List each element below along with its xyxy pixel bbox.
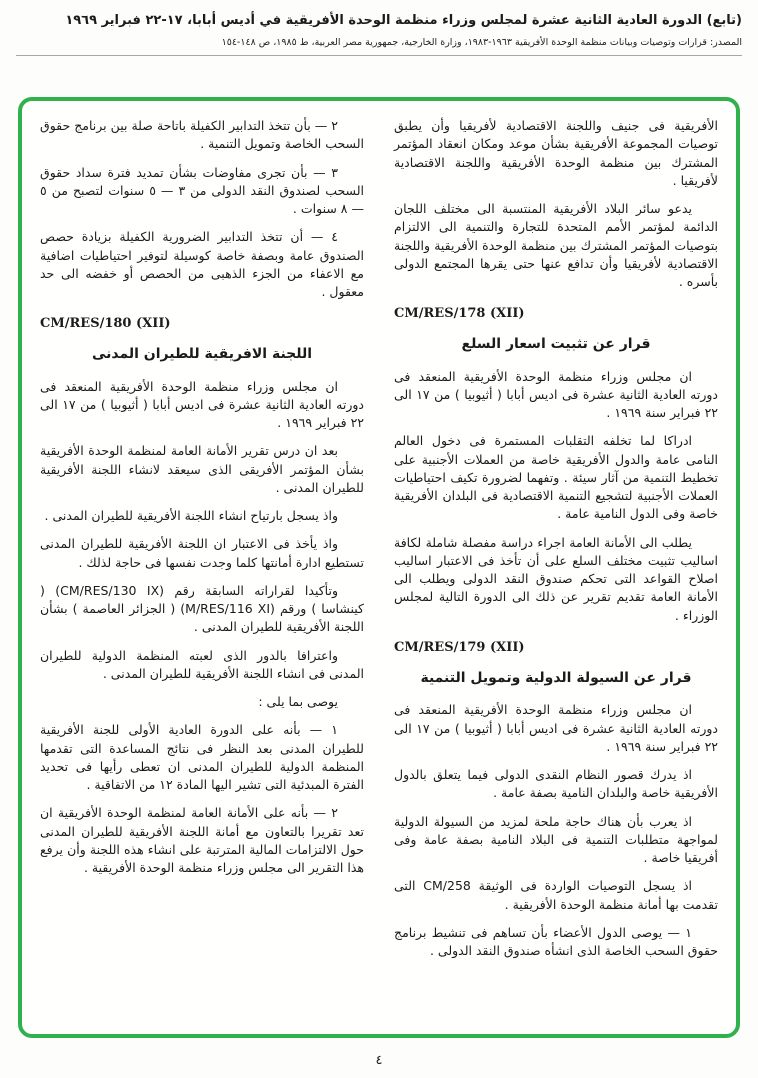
section-heading: قرار عن تثبيت اسعار السلع <box>461 336 651 353</box>
resolution-ref: CM/RES/180 (XII) <box>40 316 171 332</box>
column-left <box>40 117 364 1018</box>
two-column-layout <box>40 117 718 1018</box>
paragraph: واذ يسجل بارتياح انشاء اللجنة الأفريقية للطيران المدنى . <box>44 508 338 524</box>
paragraph: يطلب الى الأمانة العامة اجراء دراسة مفصلة شاملة لكافة اساليب تثبيت مختلف السلع على أن تأخذ فى الاعتبار اساليب اصلاح القواعد التى تحكم صندوق النقد الدولى ويطلب الى الأمانة العامة تقديم تقرير عن ذلك الى الدورة التالية لمجلس الوزراء . <box>394 534 718 623</box>
paragraph: اذ يسجل التوصيات الواردة فى الوثيقة CM/258 التى تقدمت بها أمانة منظمة الوحدة الأفريقية . <box>394 878 718 912</box>
paragraph: ٤ — أن تتخذ التدابير الضرورية الكفيلة بزيادة حصص الصندوق عامة وبصفة خاصة كوسيلة لتوفير احتياطيات اضافية مع الاعفاء من الجزء الذهبى من الحصص أو خفضه الى حد معقول . <box>40 229 364 299</box>
header-source: المصدر: قرارات وتوصيات وبيانات منظمة الوحدة الأفريقية ١٩٦٣-١٩٨٣، وزارة الخارجية، جمهورية مصر العربية، ط ١٩٨٥، ص ١٤٨-١٥٤ <box>16 37 742 56</box>
paragraph: يوصى بما يلى : <box>258 694 338 710</box>
section-heading: اللجنة الافريقية للطيران المدنى <box>91 346 313 363</box>
paragraph: ان مجلس وزراء منظمة الوحدة الأفريقية المنعقد فى دورته العادية الثانية عشرة فى اديس أبابا ( أثيوبيا ) من ١٧ الى ٢٢ فبراير سنة ١٩٦٩ . <box>394 368 718 421</box>
header-title: (تابع) الدورة العادية الثانية عشرة لمجلس وزراء منظمة الوحدة الأفريقية في أديس أبابا، ١٧-٢٢ فبراير ١٩٦٩ <box>65 13 742 28</box>
column-right <box>394 117 718 1018</box>
paragraph: ادراكا لما تخلفه التقلبات المستمرة فى دخول العالم النامى عامة والدول الأفريقية خاصة من العملات الأجنبية على تخطيط التنمية من آثار سيئة . وتفهما لضرورة تكيف احتياطيات العملات الأجنبية لتشجيع التنمية الاقتصادية فى البلدان الأفريقية خاصة وفى الدول النامية عامة . <box>394 433 718 522</box>
paragraph: اذ يعرب بأن هناك حاجة ملحة لمزيد من السيولة الدولية لمواجهة متطلبات التنمية فى البلاد النامية بصفة عامة وفى أفريقيا خاصة . <box>394 813 718 866</box>
resolution-ref: CM/RES/179 (XII) <box>394 639 525 655</box>
paragraph: ٣ — بأن تجرى مفاوضات بشأن تمديد فترة سداد حقوق السحب لصندوق النقد الدولى من ٣ — ٥ سنوات لتصبح من ٥ — ٨ سنوات . <box>40 164 364 216</box>
paragraph: بعد ان درس تقرير الأمانة العامة لمنظمة الوحدة الأفريقية بشأن المؤتمر الأفريقى الذى سيعقد لانشاء اللجنة الأفريقية للطيران المدنى . <box>40 443 364 495</box>
paragraph: ٢ — بأنه على الأمانة العامة لمنظمة الوحدة الأفريقية ان تعد تقريرا بالتعاون مع أمانة اللجنة الأفريقية للطيران المدنى حول الالتزامات المالية المترتبة على انشاء هذه اللجنة وأن يرفع هذا التقرير الى مجلس وزراء منظمة الوحدة الأفريقية . <box>40 805 364 876</box>
resolution-ref: CM/RES/178 (XII) <box>394 306 525 322</box>
paragraph: ان مجلس وزراء منظمة الوحدة الأفريقية المنعقد فى دورته العادية الثانية عشرة فى اديس أبابا ( أثيوبيا ) من ١٧ الى ٢٢ فبراير سنة ١٩٦٩ . <box>394 702 718 754</box>
paragraph: ان مجلس وزراء منظمة الوحدة الأفريقية المنعقد فى دورته العادية الثانية عشرة فى اديس أبابا ( أثيوبيا ) من ١٧ الى ٢٢ فبراير ١٩٦٩ . <box>40 378 364 431</box>
document-header <box>0 0 758 56</box>
paragraph: ٢ — بأن تتخذ التدابير الكفيلة باتاحة صلة بين برنامج حقوق السحب الخاصة وتمويل التنمية . <box>40 118 364 152</box>
paragraph: واذ يأخذ فى الاعتبار ان اللجنة الأفريقية للطيران المدنى تستطيع ادارة أمانتها كلما وجدت نفسها فى حاجة لذلك . <box>40 536 364 570</box>
paragraph: واعترافا بالدور الذى لعبته المنظمة الدولية للطيران المدنى فى انشاء اللجنة الأفريقية للطيران المدنى . <box>40 647 364 681</box>
paragraph: يدعو سائر البلاد الأفريقية المنتسبة الى مختلف اللجان الدائمة لمؤتمر الأمم المتحدة للتجارة والتنمية الى الالتزام بتوصيات المؤتمر المشترك بين منظمة الوحدة الأفريقية واللجنة الاقتصادية لأفريقيا وأن تدافع عنها حتى يقرها المجتمع الدولى بأسره . <box>394 201 718 289</box>
paragraph: الأفريقية فى جنيف واللجنة الاقتصادية لأفريقيا وأن يطبق توصيات المجموعة الأفريقية بشأن موعد ومكان انعقاد المؤتمر المشترك بين منظمة الوحدة الأفريقية واللجنة الاقتصادية لأفريقيا . <box>394 118 718 188</box>
paragraph: اذ يدرك قصور النظام النقدى الدولى فيما يتعلق بالدول الأفريقية خاصة والبلدان النامية بصفة عامة . <box>394 767 718 801</box>
paragraph: ١ — يوصى الدول الأعضاء بأن تساهم فى تنشيط برنامج حقوق السحب الخاصة الذى انشأه صندوق النقد الدولى . <box>394 924 718 959</box>
paragraph: ١ — بأنه على الدورة العادية الأولى للجنة الأفريقية للطيران المدنى بعد النظر فى نتائج المساعدة التى تقدمها المنظمة الدولية للطيران المدنى ان تعطى رأيها فى تحديد الفترة المبدئية التى تشير اليها المادة ١٢ من الاتفاقية . <box>40 722 364 793</box>
page-number: ٤ <box>375 1053 383 1068</box>
green-frame <box>18 97 740 1038</box>
paragraph: وتأكيدا لقراراته السابقة رقم (CM/RES/130 IX) ( كينشاسا ) ورقم (M/RES/116 XI) ( الجزائر العاصمة ) بشأن اللجنة الأفريقية للطيران المدنى . <box>40 582 365 635</box>
section-heading: قرار عن السيولة الدولية وتمويل التنمية <box>420 669 692 686</box>
